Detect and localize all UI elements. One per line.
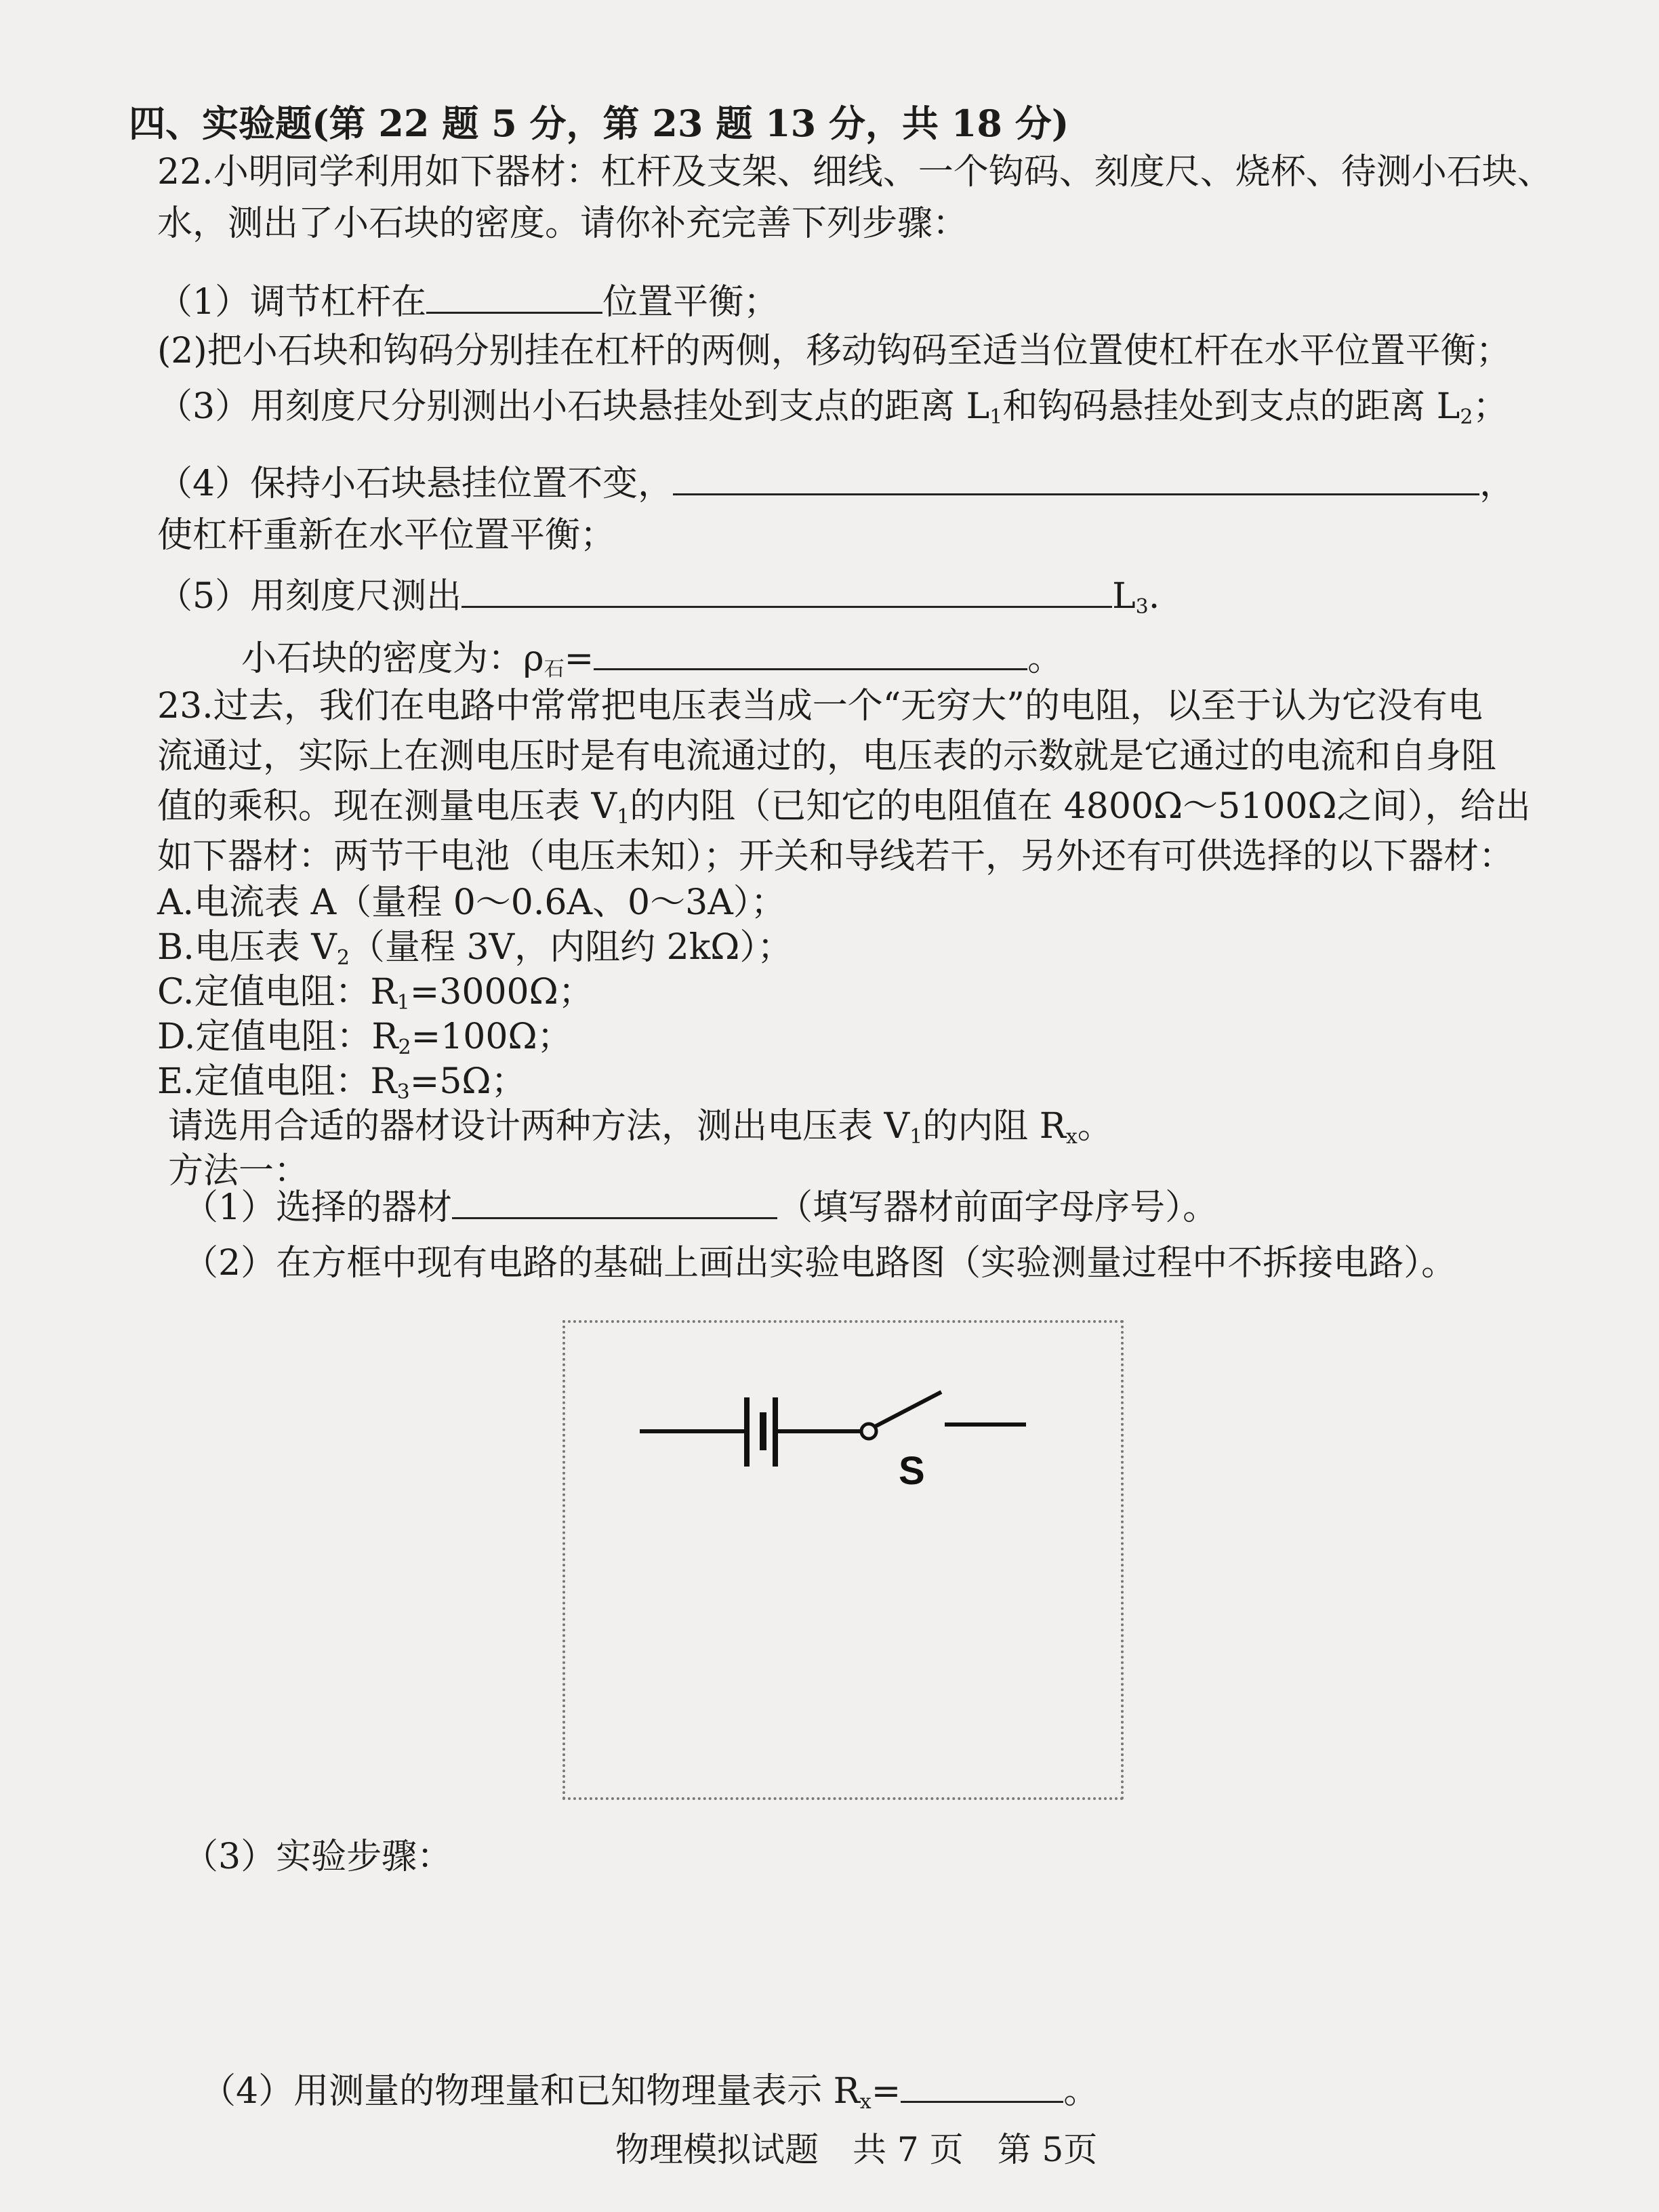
- q22-step-5: （5）用刻度尺测出 $L_3$.: [157, 573, 1160, 629]
- answer-blank[interactable]: [901, 2068, 1063, 2103]
- q23-text-line-3: 值的乘积。现在测量电压表 $V_1$的内阻（已知它的电阻值在 4800Ω～5100Ω之间），给出: [157, 786, 1531, 829]
- q22-intro-line-1: 22.小明同学利用如下器材：杠杆及支架、细线、一个钩码、刻度尺、烧杯、待测小石块、: [157, 152, 1553, 192]
- method-one-step-3: （3）实验步骤：: [183, 1837, 453, 1877]
- switch-label: S: [899, 1449, 925, 1493]
- switch-blade: [875, 1392, 941, 1427]
- circuit-drawing-box[interactable]: [562, 1320, 1124, 1800]
- answer-blank[interactable]: [426, 279, 602, 314]
- method-one-step-1: （1）选择的器材 （填写器材前面字母序号）。: [183, 1185, 1218, 1229]
- answer-blank[interactable]: [673, 461, 1479, 495]
- q22-step-2: (2)把小石块和钩码分别挂在杠杆的两侧，移动钩码至适当位置使杠杆在水平位置平衡；: [157, 331, 1511, 371]
- circuit-diagram: [565, 1323, 1121, 1797]
- q22-intro-line-2: 水，测出了小石块的密度。请你补充完善下列步骤：: [157, 203, 968, 244]
- answer-blank[interactable]: [594, 636, 1027, 670]
- q22-step-1: （1）调节杠杆在 位置平衡；: [157, 279, 779, 324]
- q23-task: 请选用合适的器材设计两种方法，测出电压表 $V_1$的内阻 $R_x$。: [168, 1106, 1113, 1149]
- method-one-heading: 方法一：: [168, 1151, 310, 1191]
- switch-pivot: [861, 1424, 876, 1439]
- q23-text-line-1: 23.过去，我们在电路中常常把电压表当成一个“无穷大”的电阻，以至于认为它没有电: [157, 686, 1483, 726]
- q22-density: 小石块的密度为：$\rho_石=$ 。: [241, 636, 1063, 691]
- q23-option-d: D.定值电阻：$R_2=100\Omega$；: [157, 1017, 573, 1059]
- q23-text-line-2: 流通过，实际上在测电压时是有电流通过的，电压表的示数就是它通过的电流和自身阻: [157, 736, 1497, 777]
- page-footer: 物理模拟试题 共 7 页 第 5页: [615, 2130, 1098, 2169]
- q23-option-a: A.电流表 A（量程 0～0.6A、0～3A）；: [157, 882, 786, 923]
- q22-step-4: （4）保持小石块悬挂位置不变， ，: [157, 461, 1515, 506]
- q23-option-c: C.定值电阻：$R_1=3000\Omega$；: [157, 972, 594, 1015]
- q23-text-line-4: 如下器材：两节干电池（电压未知）；开关和导线若干，另外还有可供选择的以下器材：: [157, 836, 1515, 877]
- answer-blank[interactable]: [452, 1185, 777, 1219]
- q23-option-e: E.定值电阻：$R_3=5\Omega$；: [157, 1061, 527, 1104]
- section-title: 四、实验题(第 22 题 5 分，第 23 题 13 分，共 18 分): [129, 102, 1069, 145]
- q22-step-4-cont: 使杠杆重新在水平位置平衡；: [157, 515, 616, 556]
- method-one-step-4: （4）用测量的物理量和已知物理量表示 $R_x=$ 。: [201, 2068, 1099, 2124]
- q22-step-3: （3）用刻度尺分别测出小石块悬挂处到支点的距离 $L_1$和钩码悬挂处到支点的距离 $L_2$；: [157, 386, 1509, 429]
- method-one-step-2: （2）在方框中现有电路的基础上画出实验电路图（实验测量过程中不拆接电路）。: [183, 1243, 1457, 1284]
- answer-blank[interactable]: [462, 573, 1112, 608]
- q23-option-b: B.电压表 $V_2$（量程 3V，内阻约 2kΩ）；: [157, 927, 793, 970]
